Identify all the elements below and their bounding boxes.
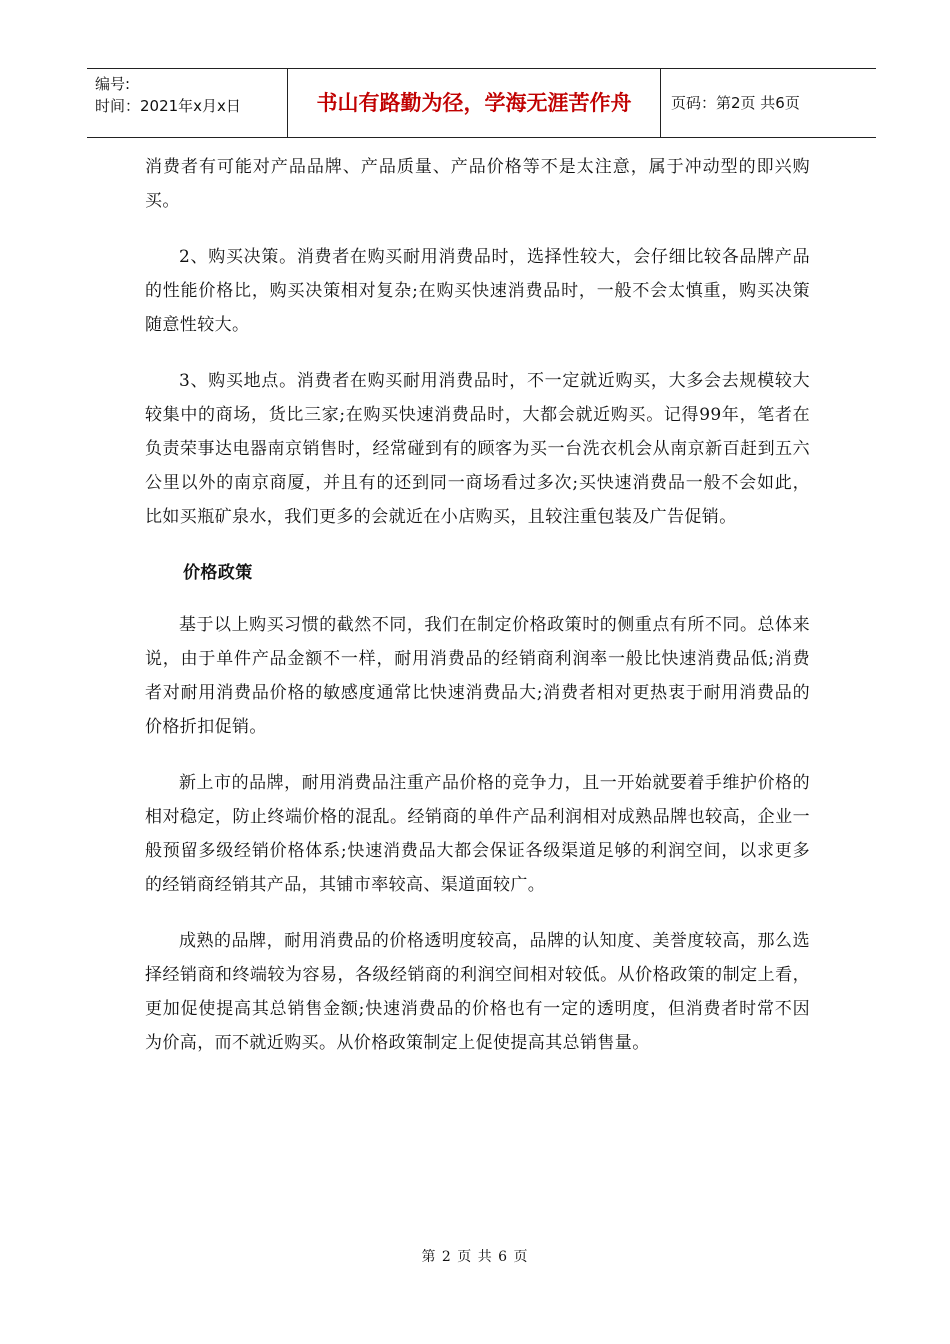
paragraph-continuation: 消费者有可能对产品品牌、产品质量、产品价格等不是太注意，属于冲动型的即兴购买。 — [145, 157, 810, 211]
paragraph-purchase-location: 3、购买地点。消费者在购买耐用消费品时，不一定就近购买，大多会去规模较大较集中的商场，货比三家;在购买快速消费品时，大都会就近购买。记得99年，笔者在负责荣事达电器南京销售时，经常碰到有的顾客为买一台洗衣机会从南京新百赶到五六公里以外的南京商厦，并且有的还到同一商场看过多次;买快速消费品一般不会如此，比如买瓶矿泉水，我们更多的会就近在小店购买，且较注重包装及广告促销。 — [145, 371, 810, 527]
paragraph-mature-brands: 成熟的品牌，耐用消费品的价格透明度较高，品牌的认知度、美誉度较高，那么选择经销商和终端较为容易，各级经销商的利润空间相对较低。从价格政策的制定上看，更加促使提高其总销售金额;快速消费品的价格也有一定的透明度，但消费者时常不因为价高，而不就近购买。从价格政策制定上促使提高其总销售量。 — [145, 931, 810, 1053]
paragraph-new-brands: 新上市的品牌，耐用消费品注重产品价格的竞争力，且一开始就要着手维护价格的相对稳定，防止终端价格的混乱。经销商的单件产品利润相对成熟品牌也较高，企业一般预留多级经销价格体系;快速消费品大都会保证各级渠道足够的利润空间，以求更多的经销商经销其产品，其铺市率较高、渠道面较广。 — [145, 773, 810, 895]
document-header — [87, 68, 876, 138]
document-number-label: 编号: — [95, 75, 131, 93]
document-time-label: 时间：2021年x月x日 — [95, 97, 241, 115]
page-footer: 第 2 页 共 6 页 — [421, 1249, 529, 1265]
header-motto: 书山有路勤为径，学海无涯苦作舟 — [287, 69, 661, 137]
section-heading-pricing-policy: 价格政策 — [183, 563, 253, 583]
paragraph-purchase-decision: 2、购买决策。消费者在购买耐用消费品时，选择性较大，会仔细比较各品牌产品的性能价格比，购买决策相对复杂;在购买快速消费品时，一般不会太慎重，购买决策随意性较大。 — [145, 247, 810, 335]
header-meta — [87, 69, 287, 137]
paragraph-pricing-overview: 基于以上购买习惯的截然不同，我们在制定价格政策时的侧重点有所不同。总体来说，由于单件产品金额不一样，耐用消费品的经销商利润率一般比快速消费品低;消费者对耐用消费品价格的敏感度通常比快速消费品大;消费者相对更热衷于耐用消费品的价格折扣促销。 — [145, 615, 810, 737]
document-body — [145, 150, 810, 1082]
header-page-label: 页码：第2页 共6页 — [671, 94, 800, 112]
